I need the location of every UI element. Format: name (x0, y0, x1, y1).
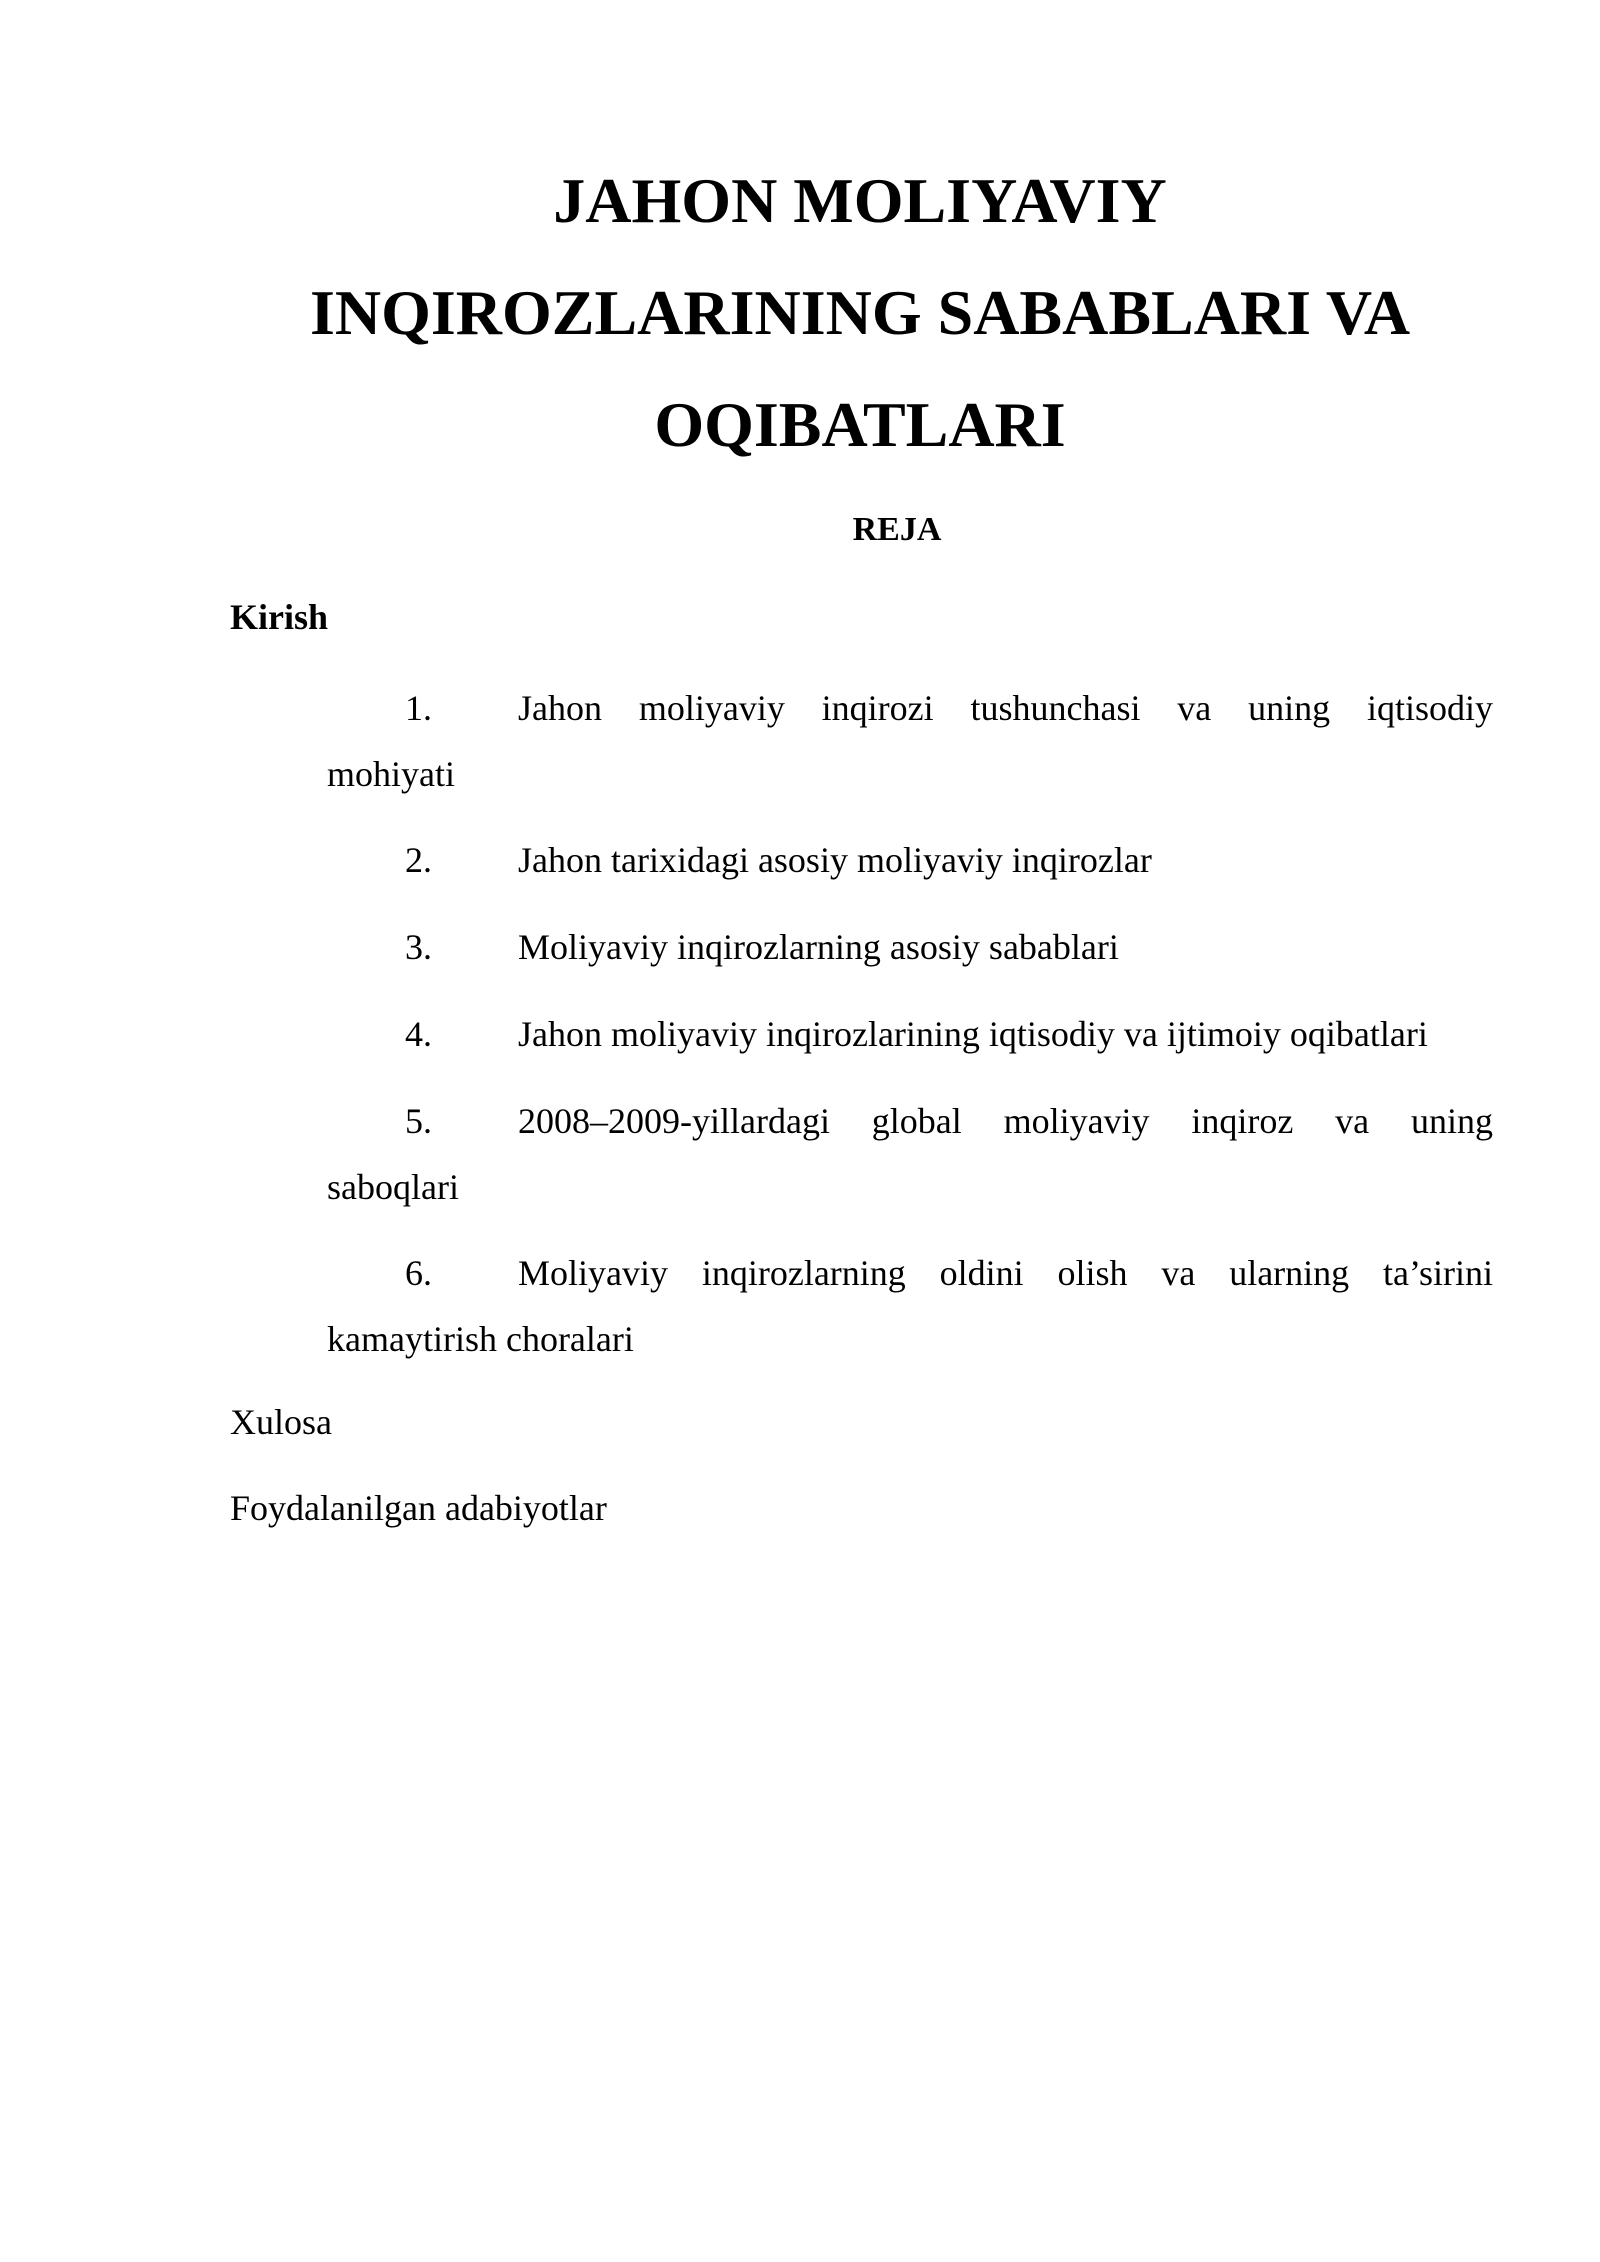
plan-item-text: Jahon tarixidagi asosiy moliyaviy inqirozlar (518, 840, 1152, 880)
plan-item-text: Moliyaviy inqirozlarning asosiy sabablari (518, 927, 1119, 967)
plan-item-number: 3. (405, 927, 432, 967)
plan-item-continuation: kamaytirish choralari (327, 1319, 634, 1359)
plan-item-5 (327, 1088, 1493, 1220)
plan-item-6 (327, 1240, 1493, 1372)
title-line-1: JAHON MOLIYAVIY (553, 165, 1167, 236)
references-heading: Foydalanilgan adabiyotlar (230, 1488, 607, 1528)
plan-item-number: 6. (405, 1253, 432, 1293)
plan-item-text: Moliyaviy inqirozlarning oldini olish va ularning ta’sirini (518, 1253, 1493, 1293)
plan-item-number: 5. (405, 1101, 432, 1141)
plan-item-number: 4. (405, 1014, 432, 1054)
conclusion-heading: Xulosa (230, 1402, 332, 1442)
plan-item-number: 2. (405, 840, 432, 880)
plan-item-text: 2008–2009-yillardagi global moliyaviy inqiroz va uning (518, 1101, 1493, 1141)
plan-item-4 (327, 1001, 1493, 1067)
title-line-3: OQIBATLARI (654, 389, 1066, 460)
intro-heading: Kirish (230, 597, 329, 637)
plan-item-1 (327, 675, 1493, 807)
document-title (300, 145, 1420, 481)
plan-item-text: Jahon moliyaviy inqirozi tushunchasi va uning iqtisodiy (518, 688, 1493, 728)
plan-item-continuation: saboqlari (327, 1167, 459, 1207)
plan-item-text: Jahon moliyaviy inqirozlarining iqtisodiy va ijtimoiy oqibatlari (518, 1014, 1428, 1054)
plan-item-2 (327, 827, 1493, 893)
title-line-2: INQIROZLARINING SABABLARI VA (309, 277, 1411, 348)
plan-item-3 (327, 914, 1493, 980)
plan-item-number: 1. (405, 688, 432, 728)
plan-item-continuation: mohiyati (327, 754, 455, 794)
plan-heading: REJA (852, 511, 942, 548)
